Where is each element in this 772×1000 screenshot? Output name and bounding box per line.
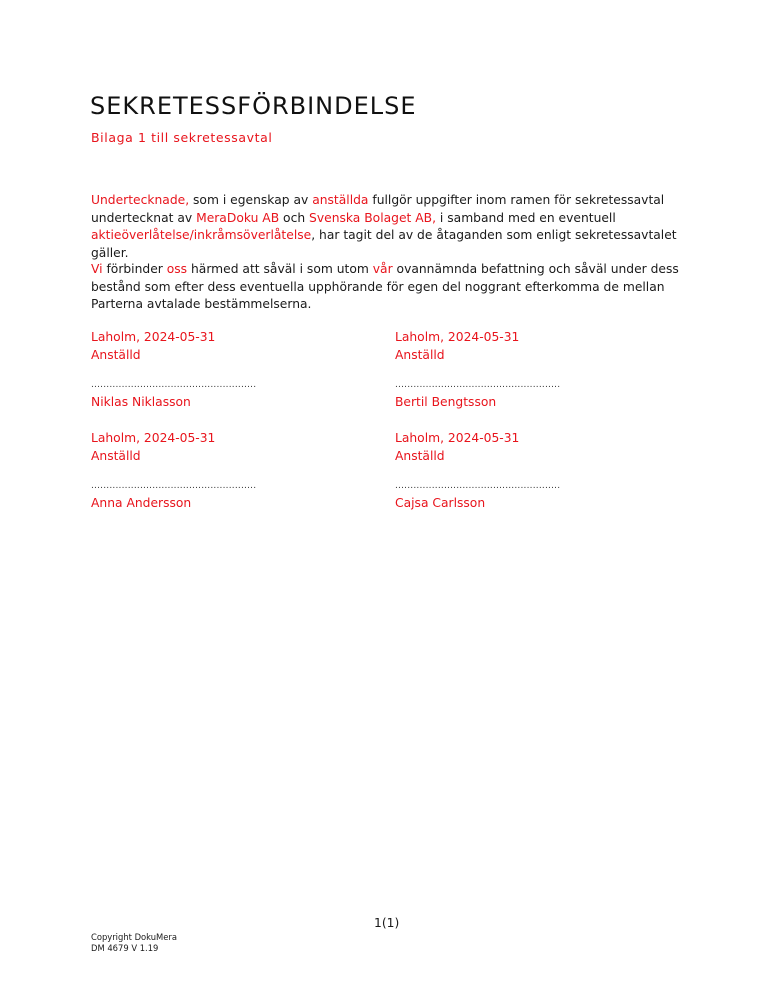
signature-line: ...................................................... — [91, 481, 257, 491]
signature-place-date: Laholm, 2024-05-31 — [91, 330, 216, 344]
signatory-name: Anna Andersson — [91, 496, 192, 510]
signature-role: Anställd — [91, 448, 141, 463]
signature-place-date: Laholm, 2024-05-31 — [395, 431, 520, 445]
paragraph-text: förbinder — [102, 262, 167, 276]
signature-role: Anställd — [91, 347, 141, 362]
signature-line: ...................................................... — [395, 481, 561, 491]
page-footer — [91, 932, 177, 954]
signature-line: ...................................................... — [395, 380, 561, 390]
footer-copyright: Copyright DokuMera — [91, 932, 178, 942]
signature-line: ...................................................... — [91, 380, 257, 390]
paragraph-commitment-intro — [91, 192, 691, 262]
paragraph-text: fullgör uppgifter inom ramen för sekretessavtal undertecknat av — [91, 193, 665, 225]
signatory-name: Niklas Niklasson — [91, 395, 191, 409]
paragraph-text: som i egenskap av — [189, 193, 313, 207]
signature-place-date: Laholm, 2024-05-31 — [395, 330, 520, 344]
document-subtitle: Bilaga 1 till sekretessavtal — [91, 130, 273, 145]
signature-role: Anställd — [395, 347, 445, 362]
term-undertecknade: Undertecknade, — [91, 193, 190, 207]
page-number: 1(1) — [374, 916, 400, 930]
signature-block — [395, 329, 615, 412]
paragraph-text: , har tagit del av de åtaganden som enligt sekretessavtalet gäller. — [91, 228, 677, 260]
paragraph-text: ovannämnda befattning och såväl under dess bestånd som efter dess eventuella upphörande för egen del noggrant efterkomma de mellan Parterna avtalade bestämmelserna. — [91, 262, 679, 311]
paragraph-text: och — [279, 210, 310, 225]
term-vi: Vi — [91, 262, 103, 276]
signature-block — [395, 430, 615, 513]
term-oss: oss — [166, 262, 188, 276]
paragraph-text: i samband med en eventuell — [436, 210, 616, 225]
footer-document-id: DM 4679 V 1.19 — [91, 943, 159, 953]
term-transfer: aktieöverlåtelse/inkråmsöverlåtelse — [91, 228, 312, 242]
paragraph-commitment-body — [91, 261, 691, 314]
signature-place-date: Laholm, 2024-05-31 — [91, 431, 216, 445]
paragraph-text: härmed att såväl i som utom — [187, 262, 373, 276]
document-title: SEKRETESSFÖRBINDELSE — [90, 92, 417, 120]
term-anstallda: anställda — [312, 193, 369, 207]
company-name-1: MeraDoku AB — [196, 210, 280, 225]
signatory-name: Bertil Bengtsson — [395, 395, 497, 409]
signatory-name: Cajsa Carlsson — [395, 496, 486, 510]
company-name-2: Svenska Bolaget AB, — [309, 210, 437, 225]
signature-role: Anställd — [395, 448, 445, 463]
term-var: vår — [372, 262, 393, 276]
signature-block — [91, 329, 311, 412]
signature-block — [91, 430, 311, 513]
